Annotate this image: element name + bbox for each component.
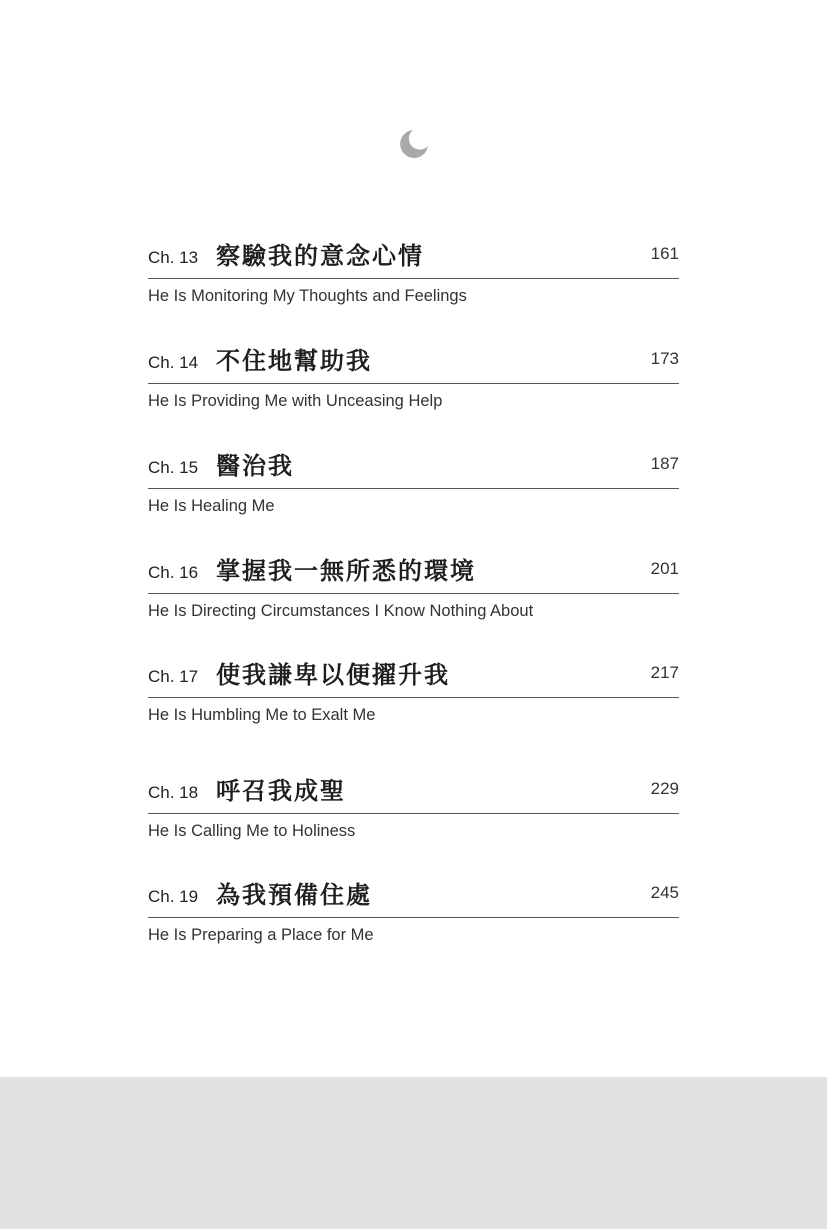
chapter-title-english: He Is Healing Me <box>148 497 275 515</box>
chapter-number: Ch. 16 <box>148 563 199 582</box>
chapter-number: Ch. 15 <box>148 458 199 477</box>
chapter-number: Ch. 18 <box>148 783 199 802</box>
chapter-number: Ch. 14 <box>148 353 199 372</box>
chapter-number: Ch. 13 <box>148 248 199 267</box>
chapter-number: Ch. 19 <box>148 887 199 906</box>
chapter-title-english: He Is Monitoring My Thoughts and Feelings <box>148 287 467 305</box>
toc-entry[interactable] <box>148 452 679 532</box>
chapter-title-english: He Is Humbling Me to Exalt Me <box>148 706 376 724</box>
chapter-title-english: He Is Providing Me with Unceasing Help <box>148 392 443 410</box>
toc-heading-row <box>148 557 679 594</box>
toc-heading-row <box>148 881 679 918</box>
chapter-title-chinese: 為我預備住處 <box>216 881 372 909</box>
toc-heading-row <box>148 242 679 279</box>
toc-heading-row <box>148 777 679 814</box>
toc-heading-row <box>148 452 679 489</box>
page-number: 161 <box>650 244 679 263</box>
page-number: 229 <box>650 779 679 798</box>
page-number: 201 <box>650 559 679 578</box>
chapter-title-chinese: 掌握我一無所悉的環境 <box>216 557 476 585</box>
chapter-title-chinese: 使我謙卑以便擢升我 <box>216 661 450 689</box>
toc-entry[interactable] <box>148 347 679 427</box>
toc-entry[interactable] <box>148 242 679 322</box>
page-number: 173 <box>650 349 679 368</box>
toc-heading-row <box>148 661 679 698</box>
chapter-title-chinese: 醫治我 <box>216 452 294 480</box>
chapter-title-chinese: 呼召我成聖 <box>216 777 346 805</box>
page-number: 245 <box>650 883 679 902</box>
page-number: 217 <box>650 663 679 682</box>
page-number: 187 <box>650 454 679 473</box>
chapter-title-english: He Is Directing Circumstances I Know Nothing About <box>148 602 534 620</box>
toc-entry[interactable] <box>148 881 679 961</box>
chapter-title-chinese: 察驗我的意念心情 <box>216 242 424 270</box>
crescent-moon-icon <box>399 129 429 159</box>
toc-entry[interactable] <box>148 557 679 637</box>
chapter-title-english: He Is Calling Me to Holiness <box>148 822 356 840</box>
toc-entry[interactable] <box>148 661 679 741</box>
chapter-number: Ch. 17 <box>148 667 199 686</box>
toc-entry[interactable] <box>148 777 679 857</box>
bottom-background-band <box>0 1077 827 1229</box>
chapter-title-chinese: 不住地幫助我 <box>216 347 372 375</box>
chapter-title-english: He Is Preparing a Place for Me <box>148 926 374 944</box>
toc-heading-row <box>148 347 679 384</box>
